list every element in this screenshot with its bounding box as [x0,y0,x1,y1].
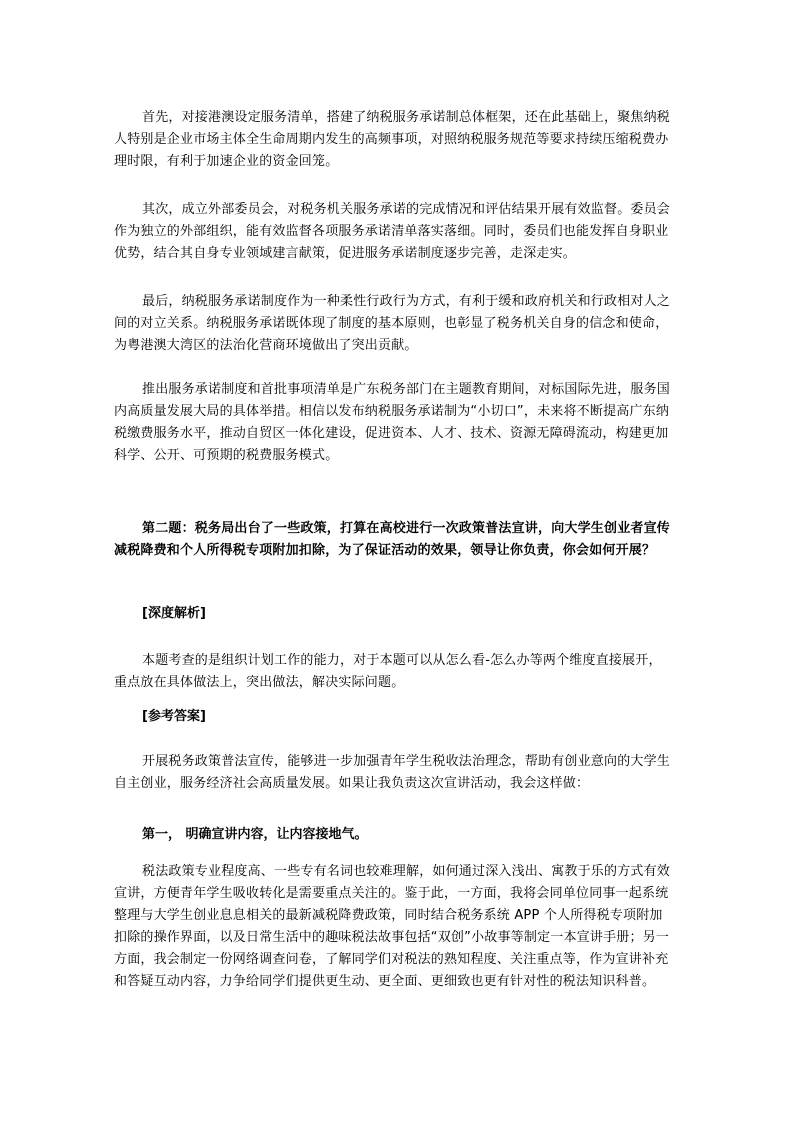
first-measure-heading: 第一， 明确宣讲内容，让内容接地气。 [142,827,368,842]
first-measure-body: 税法政策专业程度高、一些专有名词也较难理解，如何通过深入浅出、寓教于乐的方式有效宣讲，方便青年学生吸收转化是需要重点关注的。鉴于此，一方面，我将会同单位同事一起系统整理与大学生创业息息相关的最新减税降费政策，同时结合税务系统 APP 个人所得税专项附加扣除的操作界面，以及日常生活中的趣味税法故事包括“双创”小故事等制定一本宣讲手册；另一方面，我会制定一份网络调查问卷，了解同学们对税法的熟知程度、关注重点等，作为宣讲补充和答疑互动内容，力争给同学们提供更生动、更全面、更细致也更有针对性的税法知识科普。 [114,864,671,989]
paragraph-second-point: 其次，成立外部委员会，对税务机关服务承诺的完成情况和评估结果开展有效监督。委员会作为独立的外部组织，能有效监督各项服务承诺清单落实落细。同时，委员们也能发挥自身职业优势，结合其自身专业领域建言献策，促进服务承诺制度逐步完善，走深走实。 [114,202,671,261]
paragraph-conclusion: 推出服务承诺制度和首批事项清单是广东税务部门在主题教育期间，对标国际先进，服务国内高质量发展大局的具体举措。相信以发布纳税服务承诺制为“小切口”，未来将不断提高广东纳税缴费服务水平，推动自贸区一体化建设，促进资本、人才、技术、资源无障碍流动，构建更加科学、公开、可预期的税费服务模式。 [114,382,671,463]
answer-intro: 开展税务政策普法宣传，能够进一步加强青年学生税收法治理念，帮助有创业意向的大学生自主创业，服务经济社会高质量发展。如果让我负责这次宣讲活动，我会这样做： [114,754,671,791]
paragraph-first-point: 首先，对接港澳设定服务清单，搭建了纳税服务承诺制总体框架，还在此基础上，聚焦纳税人特别是企业市场主体全生命周期内发生的高频事项，对照纳税服务规范等要求持续压缩税费办理时限，有利于加速企业的资金回笼。 [114,110,671,169]
paragraph-third-point: 最后，纳税服务承诺制度作为一种柔性行政行为方式，有利于缓和政府机关和行政相对人之间的对立关系。纳税服务承诺既体现了制度的基本原则，也彰显了税务机关自身的信念和使命，为粤港澳大湾区的法治化营商环境做出了突出贡献。 [114,294,671,353]
question-two-title: 第二题：税务局出台了一些政策，打算在高校进行一次政策普法宣讲，向大学生创业者宣传减税降费和个人所得税专项附加扣除，为了保证活动的效果，领导让你负责，你会如何开展？ [114,521,671,558]
analysis-heading: [深度解析] [142,606,206,621]
answer-heading: [参考答案] [142,709,206,724]
analysis-text: 本题考查的是组织计划工作的能力，对于本题可以从怎么看-怎么办等两个维度直接展开，重点放在具体做法上，突出做法，解决实际问题。 [114,653,662,690]
